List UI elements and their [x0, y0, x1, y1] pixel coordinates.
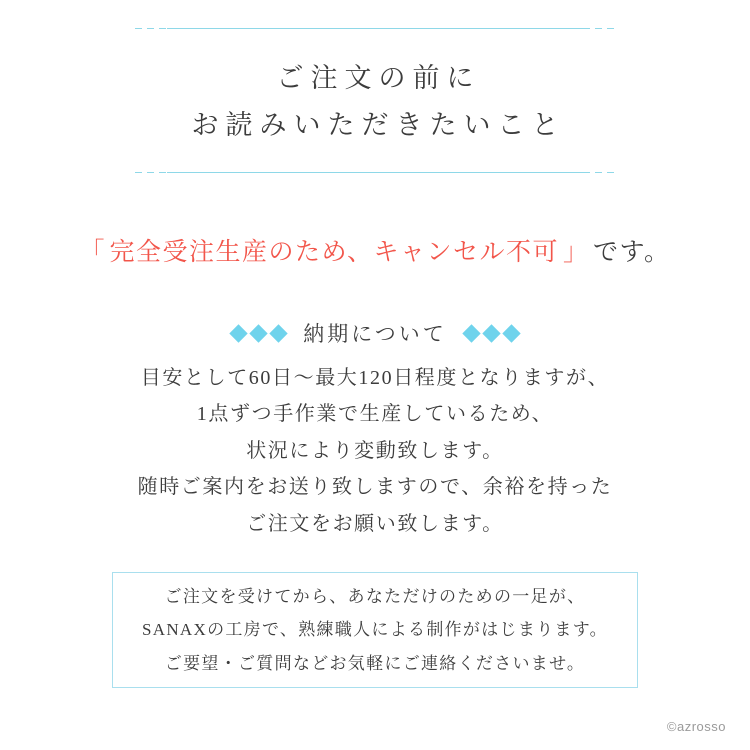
delivery-line: 随時ご案内をお送り致しますので、余裕を持った: [137, 476, 613, 499]
diamond-icon: [462, 324, 480, 342]
notice-text: 完全受注生産のため、キャンセル不可: [109, 239, 559, 266]
header-bottom-rule-dash-left: [135, 172, 167, 173]
delivery-heading-label: 納期について: [303, 322, 447, 346]
delivery-line: 1点ずつ手作業で生産しているため、: [196, 403, 554, 426]
page-header: [0, 28, 750, 173]
cancellation-notice: [0, 232, 750, 268]
notice-close-bracket: 」: [563, 239, 590, 266]
page-title: [0, 29, 750, 172]
delivery-line: 状況により変動致します。: [246, 439, 504, 462]
header-bottom-rule-dash-right: [583, 172, 615, 173]
delivery-section: [0, 318, 750, 542]
workshop-info-line: ご要望・ご質問などお気軽にご連絡くださいませ。: [164, 653, 586, 673]
delivery-line: ご注文をお願い致します。: [246, 512, 504, 535]
header-bottom-rule-group: [0, 172, 750, 173]
workshop-info-box: [112, 572, 638, 688]
diamond-ornament-left: [232, 327, 285, 340]
diamond-ornament-right: [465, 327, 518, 340]
copyright-credit: ©azrosso: [666, 719, 726, 734]
page-title-line-1: ご注文の前に: [276, 63, 481, 93]
workshop-info-line: ご注文を受けてから、あなただけのための一足が、: [164, 587, 586, 607]
delivery-heading-row: [0, 318, 750, 348]
workshop-info-line: SANAXの工房で、熟練職人による制作がはじまります。: [142, 620, 608, 640]
header-top-rule-dash-left: [135, 28, 167, 29]
diamond-icon: [502, 324, 520, 342]
page-title-line-2: お読みいただきたいこと: [191, 110, 566, 141]
diamond-icon: [482, 324, 500, 342]
notice-open-bracket: 「: [79, 239, 106, 266]
delivery-line: 目安として60日〜最大120日程度となりますが、: [140, 367, 610, 389]
diamond-icon: [270, 324, 288, 342]
header-top-rule: [135, 28, 615, 29]
header-top-rule-dash-right: [583, 28, 615, 29]
delivery-body: [0, 360, 750, 542]
diamond-icon: [250, 324, 268, 342]
notice-tail-text: です。: [593, 239, 671, 266]
header-top-rule-group: [0, 28, 750, 29]
header-bottom-rule: [135, 172, 615, 173]
diamond-icon: [230, 324, 248, 342]
